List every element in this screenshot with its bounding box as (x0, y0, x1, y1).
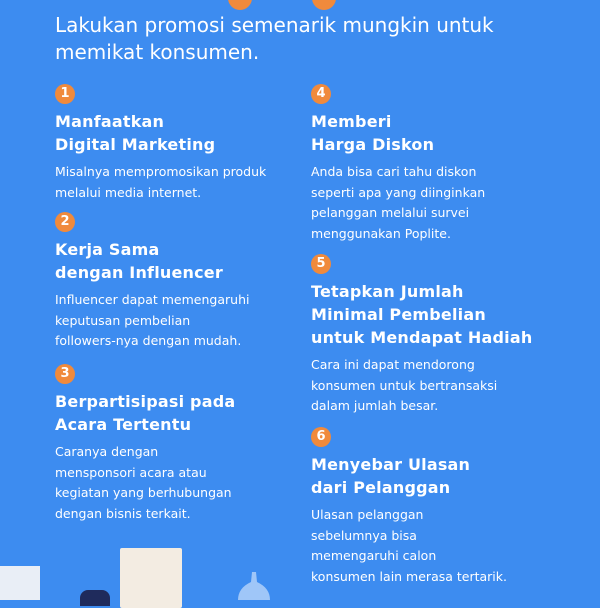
step-1-title-line: Digital Marketing (55, 135, 216, 154)
step-3-desc-line: kegiatan yang berhubungan (55, 485, 232, 500)
step-1-desc-line: melalui media internet. (55, 184, 202, 200)
step-4-title (311, 110, 566, 156)
bottom-illustration-box (120, 548, 182, 608)
step-1-desc-line: Misalnya mempromosikan produk (55, 164, 267, 179)
step-3-title-line: Berpartisipasi pada (55, 392, 236, 411)
step-5-desc-line: dalam jumlah besar. (311, 398, 439, 413)
step-3-description (55, 442, 310, 524)
step-4 (311, 84, 566, 244)
bottom-illustration-dark-shape (80, 590, 110, 606)
top-decoration-left (228, 0, 252, 10)
step-4-description (311, 162, 566, 244)
step-5 (311, 254, 591, 417)
step-4-desc-line: pelanggan melalui survei (311, 205, 470, 220)
step-4-number-badge: 4 (311, 84, 331, 104)
step-6-desc-line: sebelumnya bisa (311, 527, 417, 543)
bottom-illustration-bottle (236, 572, 272, 600)
step-3 (55, 364, 310, 524)
step-6-title-line: Menyebar Ulasan (311, 455, 471, 474)
step-6-desc-line: Ulasan pelanggan (311, 507, 424, 522)
step-2-desc-line: followers-nya dengan mudah. (55, 333, 242, 348)
intro-text (55, 12, 555, 66)
step-2 (55, 212, 310, 352)
step-2-desc-line: keputusan pembelian (55, 312, 191, 328)
step-6-title (311, 453, 591, 499)
step-2-description (55, 290, 310, 352)
step-5-desc-line: konsumen untuk bertransaksi (311, 377, 498, 393)
step-3-desc-line: dengan bisnis terkait. (55, 505, 191, 521)
step-2-title-line: dengan Influencer (55, 263, 223, 282)
step-4-desc-line: seperti apa yang diinginkan (311, 184, 486, 200)
step-2-desc-line: Influencer dapat memengaruhi (55, 292, 250, 307)
step-3-title (55, 390, 310, 436)
step-5-desc-line: Cara ini dapat mendorong (311, 357, 475, 372)
step-6 (311, 427, 591, 587)
step-1-title (55, 110, 310, 156)
bottom-illustration-ground (0, 566, 40, 600)
step-3-desc-line: mensponsori acara atau (55, 464, 207, 480)
step-2-title (55, 238, 310, 284)
step-6-number-badge: 6 (311, 427, 331, 447)
step-5-number-badge: 5 (311, 254, 331, 274)
step-5-title-line: Minimal Pembelian (311, 305, 486, 324)
step-4-title-line: Harga Diskon (311, 135, 435, 154)
step-4-desc-line: Anda bisa cari tahu diskon (311, 164, 477, 179)
step-1-title-line: Manfaatkan (55, 112, 165, 131)
step-6-desc-line: memengaruhi calon (311, 548, 437, 563)
intro-line-1: Lakukan promosi semenarik mungkin untuk (55, 13, 494, 37)
step-6-title-line: dari Pelanggan (311, 478, 451, 497)
step-5-title (311, 280, 591, 349)
step-2-number-badge: 2 (55, 212, 75, 232)
step-5-title-line: untuk Mendapat Hadiah (311, 328, 533, 347)
step-1-description (55, 162, 310, 203)
step-1 (55, 84, 310, 203)
step-3-desc-line: Caranya dengan (55, 444, 159, 459)
step-3-title-line: Acara Tertentu (55, 415, 192, 434)
intro-line-2: memikat konsumen. (55, 40, 260, 64)
step-6-description (311, 505, 591, 587)
step-4-desc-line: menggunakan Poplite. (311, 225, 451, 241)
step-3-number-badge: 3 (55, 364, 75, 384)
step-5-title-line: Tetapkan Jumlah (311, 282, 464, 301)
step-4-title-line: Memberi (311, 112, 392, 131)
step-1-number-badge: 1 (55, 84, 75, 104)
step-6-desc-line: konsumen lain merasa tertarik. (311, 568, 507, 584)
step-5-description (311, 355, 591, 417)
step-2-title-line: Kerja Sama (55, 240, 160, 259)
top-decoration-right (312, 0, 336, 10)
